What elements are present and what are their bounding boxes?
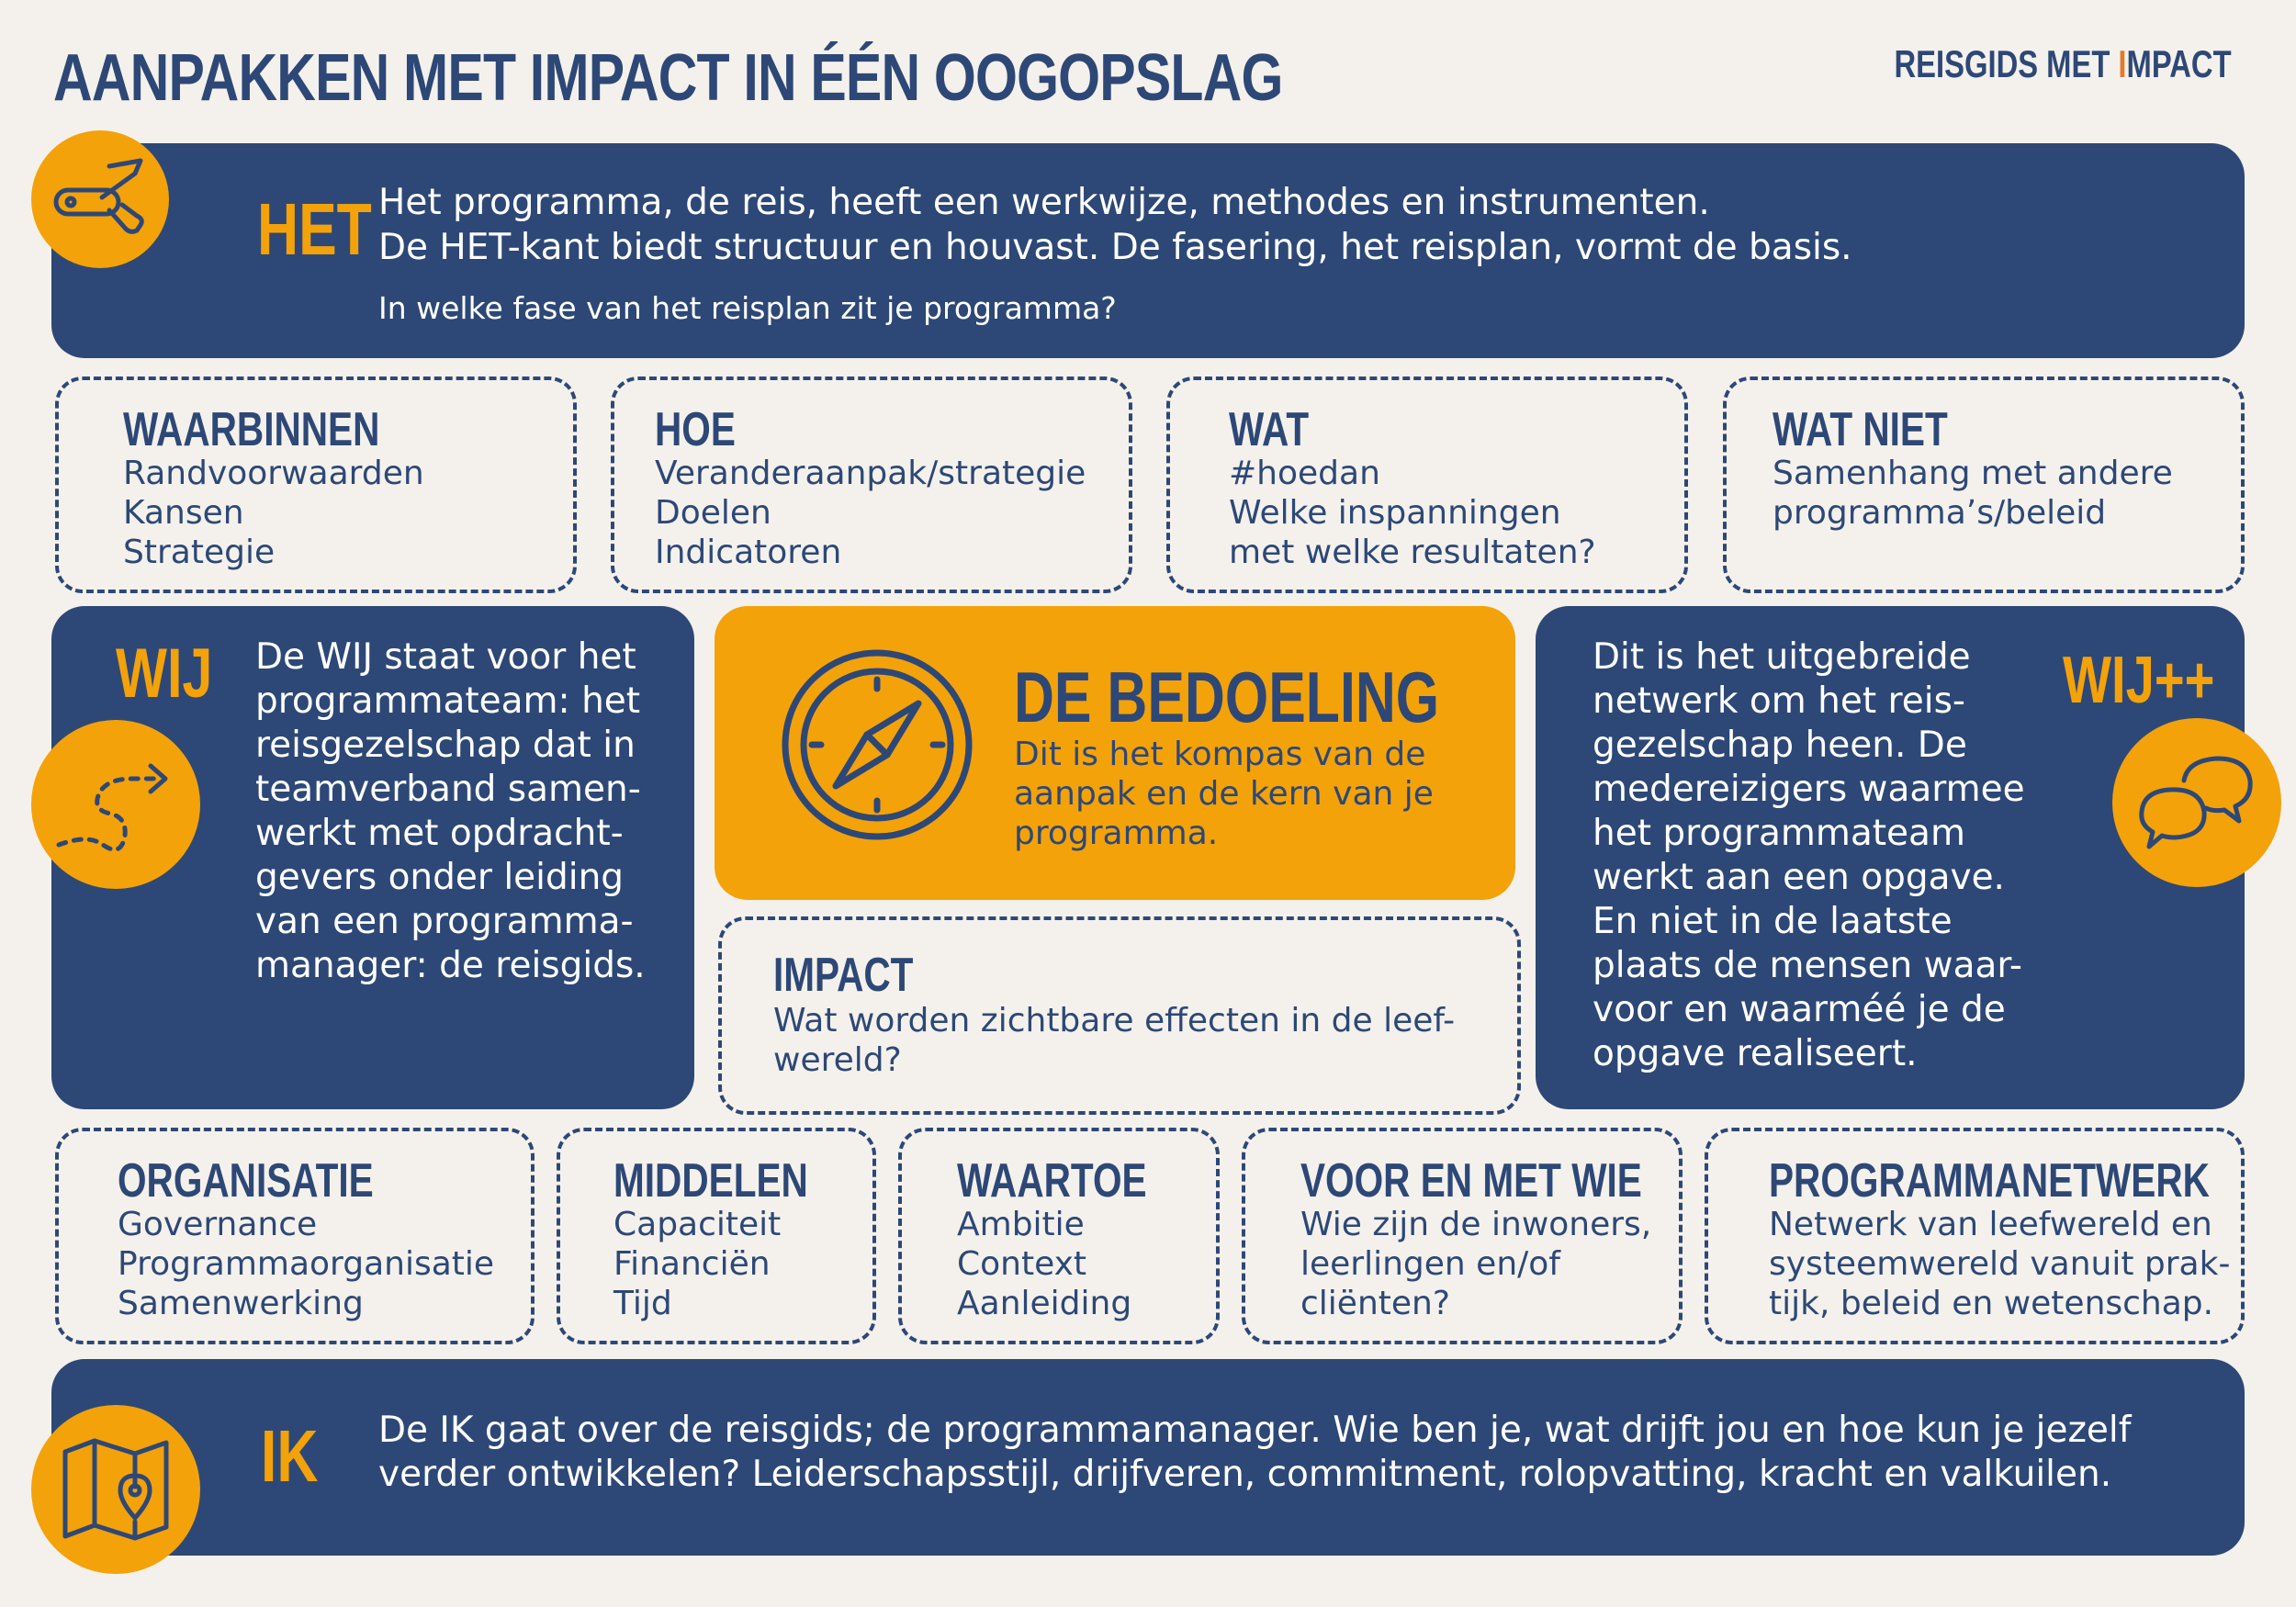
programmanetwerk-box: [1705, 1128, 2245, 1344]
list-item: Netwerk van leefwereld en: [1769, 1206, 2212, 1243]
list-item: met welke resultaten?: [1229, 534, 1596, 571]
brand-logo: REISGIDS MET IMPACT: [1894, 42, 2232, 85]
list-item: Financiën: [613, 1245, 771, 1283]
het-label: HET: [257, 188, 372, 270]
impact-line: wereld?: [773, 1041, 902, 1079]
impact-line: Wat worden zichtbare effecten in de leef-: [773, 1002, 1456, 1039]
waartoe-title: WAARTOE: [957, 1154, 1147, 1208]
waarbinnen-title: WAARBINNEN: [123, 403, 380, 456]
list-item: Tijd: [613, 1285, 672, 1322]
list-item: Welke inspanningen: [1229, 494, 1561, 532]
bedoeling-line: programma.: [1014, 815, 1219, 852]
wijpp-line: gezelschap heen. De: [1593, 725, 1967, 766]
bedoeling-panel: [715, 606, 1515, 900]
list-item: Capaciteit: [613, 1206, 782, 1243]
list-item: Wie zijn de inwoners,: [1300, 1206, 1652, 1243]
programmanetwerk-title: PROGRAMMANETWERK: [1769, 1154, 2210, 1208]
het-panel: [51, 143, 2245, 358]
wijpp-line: opgave realiseert.: [1593, 1033, 1918, 1074]
hoe-box: [611, 376, 1132, 593]
list-item: Indicatoren: [655, 534, 842, 571]
wijpp-label: WIJ++: [2063, 644, 2215, 717]
list-item: Samenwerking: [118, 1285, 364, 1322]
wat-niet-title: WAT NIET: [1773, 403, 1948, 456]
wat-title: WAT: [1229, 403, 1310, 456]
het-line-2: De HET-kant biedt structuur en houvast. De fasering, het reisplan, vormt de basis.: [378, 227, 1852, 268]
het-question: In welke fase van het reisplan zit je programma?: [378, 290, 1117, 326]
chat-bubbles-icon: [2112, 718, 2281, 887]
bedoeling-title: DE BEDOELING: [1014, 657, 1440, 737]
ik-label: IK: [261, 1415, 319, 1497]
middelen-title: MIDDELEN: [613, 1154, 808, 1208]
impact-title: IMPACT: [773, 949, 914, 1002]
wijpp-line: Dit is het uitgebreide: [1593, 636, 1971, 678]
wij-line: reisgezelschap dat in: [255, 725, 636, 766]
wij-line: van een programma-: [255, 901, 634, 942]
list-item: #hoedan: [1229, 455, 1380, 492]
wijpp-line: En niet in de laatste: [1593, 901, 1953, 942]
bedoeling-line: Dit is het kompas van de: [1014, 736, 1426, 773]
wijpp-line: het programmateam: [1593, 813, 1965, 854]
list-item: cliënten?: [1300, 1285, 1450, 1322]
list-item: Ambitie: [957, 1206, 1085, 1243]
wat-box: [1166, 376, 1688, 593]
ik-panel: [51, 1359, 2245, 1556]
wij-label: WIJ: [116, 635, 213, 713]
wij-line: teamverband samen-: [255, 769, 641, 810]
list-item: Aanleiding: [957, 1285, 1132, 1322]
list-item: Programmaorganisatie: [118, 1245, 495, 1283]
ik-line-2: verder ontwikkelen? Leiderschapsstijl, drijfveren, commitment, rolopvatting, kracht en valkuilen.: [378, 1454, 2112, 1495]
wij-line: De WIJ staat voor het: [255, 636, 636, 678]
voor-en-met-wie-box: [1242, 1128, 1683, 1344]
list-item: Samenhang met andere: [1773, 455, 2173, 492]
waartoe-box: [898, 1128, 1220, 1344]
wijpp-line: werkt aan een opgave.: [1593, 857, 2005, 898]
wijpp-line: medereizigers waarmee: [1593, 769, 2025, 810]
list-item: Strategie: [123, 534, 276, 571]
hoe-title: HOE: [655, 403, 736, 456]
list-item: tijk, beleid en wetenschap.: [1769, 1285, 2214, 1322]
wij-line: gevers onder leiding: [255, 857, 625, 898]
list-item: Doelen: [655, 494, 771, 532]
wijpp-line: voor en waarméé je de: [1593, 989, 2006, 1030]
ik-line-1: De IK gaat over de reisgids; de programmamanager. Wie ben je, wat drijft jou en hoe kun je jezelf: [378, 1410, 2132, 1451]
list-item: Context: [957, 1245, 1087, 1283]
compass-icon: [781, 648, 974, 841]
organisatie-box: [55, 1128, 535, 1344]
voor-en-met-wie-title: VOOR EN MET WIE: [1300, 1154, 1642, 1208]
map-pin-icon: [31, 1405, 200, 1574]
wijpp-line: plaats de mensen waar-: [1593, 945, 2022, 986]
wij-line: programmateam: het: [255, 680, 641, 722]
list-item: Kansen: [123, 494, 244, 532]
pocket-knife-icon: [31, 130, 169, 268]
list-item: programma’s/beleid: [1773, 494, 2107, 532]
page-title: AANPAKKEN MET IMPACT IN ÉÉN OOGOPSLAG: [53, 41, 1283, 115]
bedoeling-line: aanpak en de kern van je: [1014, 775, 1434, 813]
list-item: systeemwereld vanuit prak-: [1769, 1245, 2231, 1283]
wijpp-line: netwerk om het reis-: [1593, 680, 1965, 722]
middelen-box: [557, 1128, 876, 1344]
organisatie-title: ORGANISATIE: [118, 1154, 374, 1208]
list-item: Veranderaanpak/strategie: [655, 455, 1086, 492]
wat-niet-box: [1723, 376, 2245, 593]
list-item: leerlingen en/of: [1300, 1245, 1560, 1283]
het-line-1: Het programma, de reis, heeft een werkwijze, methodes en instrumenten.: [378, 182, 1710, 223]
impact-box: [718, 916, 1521, 1115]
waarbinnen-box: [55, 376, 577, 593]
route-arrow-icon: [31, 720, 200, 889]
wij-line: werkt met opdracht-: [255, 813, 624, 854]
list-item: Governance: [118, 1206, 318, 1243]
list-item: Randvoorwaarden: [123, 455, 424, 492]
wij-line: manager: de reisgids.: [255, 945, 646, 986]
